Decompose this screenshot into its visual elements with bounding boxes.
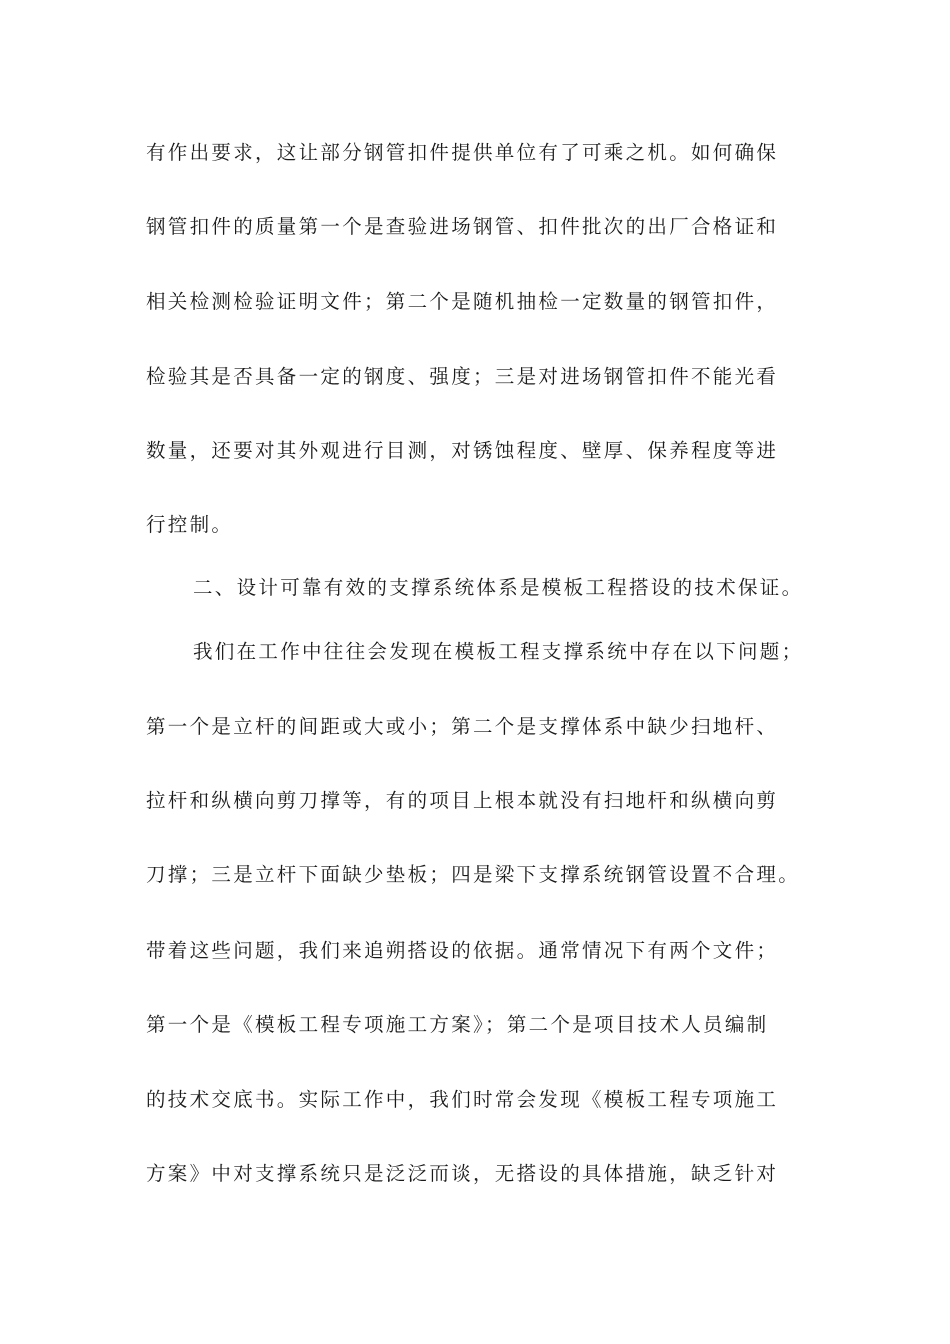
- text-line: 有作出要求，这让部分钢管扣件提供单位有了可乘之机。如何确保: [146, 141, 779, 164]
- text-line: 数量，还要对其外观进行目测，对锈蚀程度、壁厚、保养程度等进: [146, 439, 779, 462]
- text-line: 刀撑；三是立杆下面缺少垫板；四是梁下支撑系统钢管设置不合理。: [146, 863, 801, 886]
- text-line: 第一个是立杆的间距或大或小；第二个是支撑体系中缺少扫地杆、: [146, 715, 779, 738]
- paragraph-start: 我们在工作中往往会发现在模板工程支撑系统中存在以下问题；: [193, 640, 804, 663]
- text-line: 检验其是否具备一定的钢度、强度；三是对进场钢管扣件不能光看: [146, 365, 779, 388]
- text-line: 相关检测检验证明文件；第二个是随机抽检一定数量的钢管扣件，: [146, 290, 779, 313]
- text-line: 的技术交底书。实际工作中，我们时常会发现《模板工程专项施工: [146, 1088, 779, 1111]
- text-line: 方案》中对支撑系统只是泛泛而谈，无搭设的具体措施，缺乏针对: [146, 1162, 779, 1185]
- text-line: 拉杆和纵横向剪刀撑等，有的项目上根本就没有扫地杆和纵横向剪: [146, 789, 779, 812]
- text-line: 钢管扣件的质量第一个是查验进场钢管、扣件批次的出厂合格证和: [146, 215, 779, 238]
- text-line: 行控制。: [146, 513, 234, 536]
- text-line: 带着这些问题，我们来追朔搭设的依据。通常情况下有两个文件；: [146, 939, 779, 962]
- text-line: 第一个是《模板工程专项施工方案》；第二个是项目技术人员编制: [146, 1013, 769, 1036]
- section-heading: 二、设计可靠有效的支撑系统体系是模板工程搭设的技术保证。: [193, 576, 804, 599]
